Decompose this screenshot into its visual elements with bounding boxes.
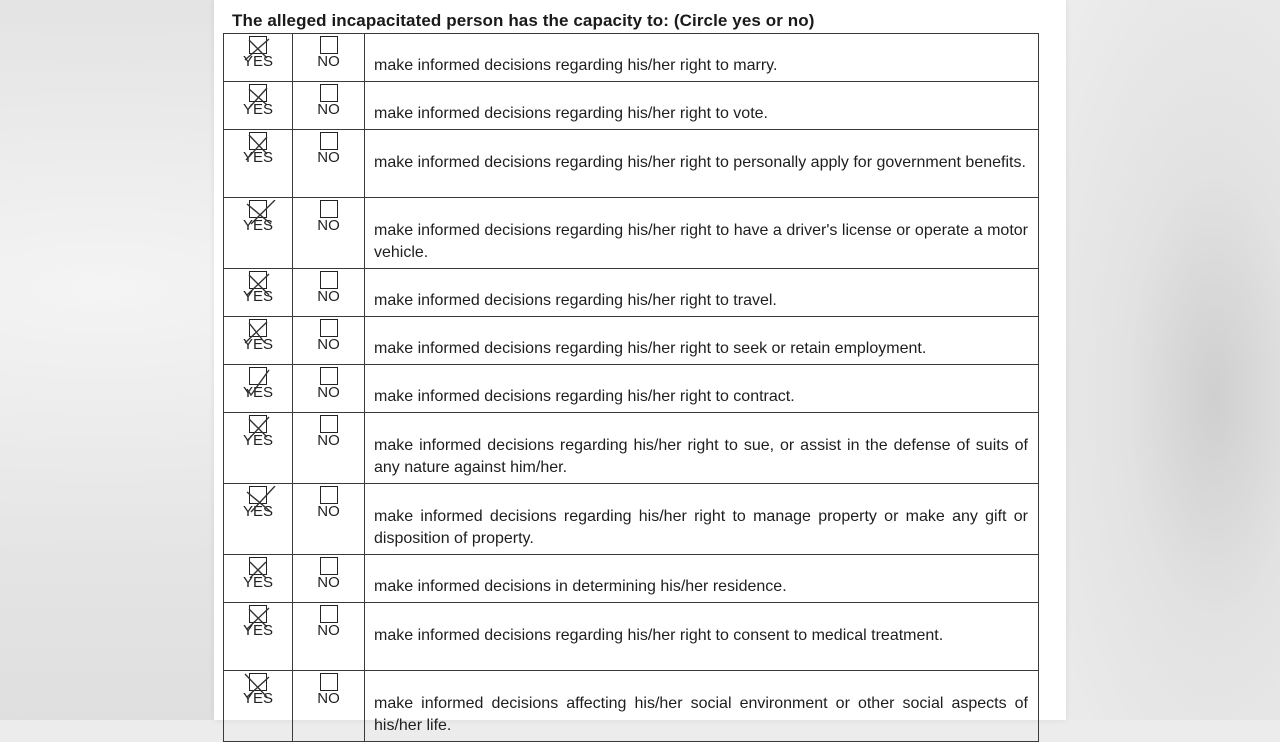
yes-cell bbox=[224, 82, 293, 130]
row-description: make informed decisions regarding his/her right to contract. bbox=[365, 365, 1039, 413]
no-cell bbox=[293, 603, 365, 671]
no-label: NO bbox=[317, 622, 340, 639]
form-heading: The alleged incapacitated person has the capacity to: (Circle yes or no) bbox=[232, 11, 815, 30]
table-row bbox=[224, 317, 1039, 365]
no-cell bbox=[293, 269, 365, 317]
yes-label: YES bbox=[242, 288, 273, 305]
yes-label: YES bbox=[242, 336, 273, 353]
no-cell bbox=[293, 130, 365, 198]
row-description: make informed decisions regarding his/her right to consent to medical treatment. bbox=[365, 603, 1039, 671]
table-row bbox=[224, 671, 1039, 742]
no-checkbox[interactable] bbox=[320, 271, 338, 289]
no-checkbox[interactable] bbox=[320, 36, 338, 54]
no-cell bbox=[293, 317, 365, 365]
yes-label: YES bbox=[242, 384, 273, 401]
table-row bbox=[224, 198, 1039, 269]
table-row bbox=[224, 603, 1039, 671]
no-label: NO bbox=[317, 53, 340, 70]
no-label: NO bbox=[317, 336, 340, 353]
row-description: make informed decisions regarding his/her right to vote. bbox=[365, 82, 1039, 130]
yes-cell bbox=[224, 603, 293, 671]
no-label: NO bbox=[317, 432, 340, 449]
no-label: NO bbox=[317, 690, 340, 707]
no-cell bbox=[293, 82, 365, 130]
yes-label: YES bbox=[242, 574, 273, 591]
yes-label: YES bbox=[242, 690, 273, 707]
no-checkbox[interactable] bbox=[320, 319, 338, 337]
no-checkbox[interactable] bbox=[320, 557, 338, 575]
form-page bbox=[214, 0, 1066, 734]
no-checkbox[interactable] bbox=[320, 486, 338, 504]
yes-cell bbox=[224, 34, 293, 82]
table-row bbox=[224, 130, 1039, 198]
yes-cell bbox=[224, 365, 293, 413]
no-cell bbox=[293, 671, 365, 742]
no-label: NO bbox=[317, 574, 340, 591]
yes-label: YES bbox=[242, 503, 273, 520]
yes-cell bbox=[224, 317, 293, 365]
yes-label: YES bbox=[242, 149, 273, 166]
yes-cell bbox=[224, 269, 293, 317]
yes-checkbox[interactable] bbox=[249, 673, 267, 691]
yes-label: YES bbox=[242, 53, 273, 70]
no-cell bbox=[293, 365, 365, 413]
no-label: NO bbox=[317, 217, 340, 234]
yes-cell bbox=[224, 130, 293, 198]
table-row bbox=[224, 34, 1039, 82]
yes-checkbox[interactable] bbox=[249, 319, 267, 337]
yes-cell bbox=[224, 671, 293, 742]
no-cell bbox=[293, 34, 365, 82]
yes-checkbox[interactable] bbox=[249, 557, 267, 575]
yes-checkbox[interactable] bbox=[249, 605, 267, 623]
table-row bbox=[224, 413, 1039, 484]
row-description: make informed decisions regarding his/her right to personally apply for government benefits. bbox=[365, 130, 1039, 198]
yes-label: YES bbox=[242, 101, 273, 118]
no-label: NO bbox=[317, 288, 340, 305]
no-cell bbox=[293, 484, 365, 555]
no-checkbox[interactable] bbox=[320, 605, 338, 623]
no-checkbox[interactable] bbox=[320, 673, 338, 691]
table-row bbox=[224, 484, 1039, 555]
row-description: make informed decisions regarding his/her right to manage property or make any gift or disposition of property. bbox=[365, 484, 1039, 555]
no-label: NO bbox=[317, 384, 340, 401]
yes-cell bbox=[224, 413, 293, 484]
no-checkbox[interactable] bbox=[320, 415, 338, 433]
yes-cell bbox=[224, 555, 293, 603]
row-description: make informed decisions regarding his/her right to seek or retain employment. bbox=[365, 317, 1039, 365]
row-description: make informed decisions regarding his/her right to marry. bbox=[365, 34, 1039, 82]
no-cell bbox=[293, 198, 365, 269]
row-description: make informed decisions regarding his/her right to sue, or assist in the defense of suits of any nature against him/her. bbox=[365, 413, 1039, 484]
table-row bbox=[224, 555, 1039, 603]
no-cell bbox=[293, 555, 365, 603]
no-cell bbox=[293, 413, 365, 484]
no-label: NO bbox=[317, 149, 340, 166]
yes-cell bbox=[224, 198, 293, 269]
yes-checkbox[interactable] bbox=[249, 84, 267, 102]
table-row bbox=[224, 82, 1039, 130]
blurred-background-right bbox=[1060, 0, 1280, 720]
yes-label: YES bbox=[242, 622, 273, 639]
row-description: make informed decisions regarding his/her right to travel. bbox=[365, 269, 1039, 317]
yes-label: YES bbox=[242, 217, 273, 234]
no-label: NO bbox=[317, 503, 340, 520]
no-checkbox[interactable] bbox=[320, 367, 338, 385]
row-description: make informed decisions regarding his/her right to have a driver's license or operate a motor vehicle. bbox=[365, 198, 1039, 269]
no-checkbox[interactable] bbox=[320, 84, 338, 102]
table-row bbox=[224, 365, 1039, 413]
no-checkbox[interactable] bbox=[320, 200, 338, 218]
yes-checkbox[interactable] bbox=[249, 200, 267, 218]
capacity-table bbox=[223, 33, 1039, 742]
table-row bbox=[224, 269, 1039, 317]
yes-checkbox[interactable] bbox=[249, 36, 267, 54]
yes-checkbox[interactable] bbox=[249, 271, 267, 289]
yes-checkbox[interactable] bbox=[249, 367, 267, 385]
no-label: NO bbox=[317, 101, 340, 118]
yes-checkbox[interactable] bbox=[249, 486, 267, 504]
yes-checkbox[interactable] bbox=[249, 132, 267, 150]
yes-label: YES bbox=[242, 432, 273, 449]
yes-cell bbox=[224, 484, 293, 555]
row-description: make informed decisions in determining his/her residence. bbox=[365, 555, 1039, 603]
yes-checkbox[interactable] bbox=[249, 415, 267, 433]
row-description: make informed decisions affecting his/her social environment or other social aspects of his/her life. bbox=[365, 671, 1039, 742]
no-checkbox[interactable] bbox=[320, 132, 338, 150]
